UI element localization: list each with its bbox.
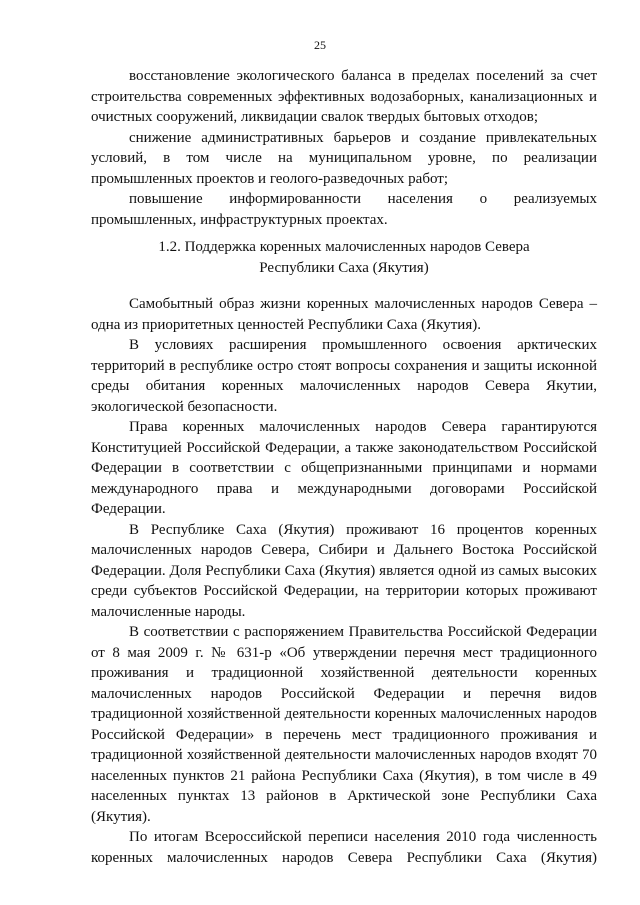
section-body	[91, 294, 597, 868]
paragraph: повышение информированности населения о реализуемых промышленных, инфраструктурных проектах.	[91, 191, 597, 228]
intro-text-block	[91, 66, 597, 230]
paragraph: Самобытный образ жизни коренных малочисленных народов Севера – одна из приоритетных ценностей Республики Саха (Якутия).	[91, 296, 597, 333]
paragraph: В Республике Саха (Якутия) проживают 16 процентов коренных малочисленных народов Севера, Сибири и Дальнего Востока Российской Федерации. Доля Республики Саха (Якутия) является одной из самых высоких среди субъектов Российской Федерации, на территории которых проживают малочисленные народы.	[91, 521, 597, 620]
section-title-line-2: Республики Саха (Якутия)	[259, 259, 429, 276]
section-title-line-1: 1.2. Поддержка коренных малочисленных народов Севера	[158, 239, 530, 255]
paragraph: В условиях расширения промышленного освоения арктических территорий в республике остро стоят вопросы сохранения и защиты исконной среды обитания коренных малочисленных народов Севера Якутии, экологической безопасности.	[91, 337, 597, 415]
section-heading	[91, 237, 597, 278]
page-number: 25	[314, 38, 326, 52]
paragraph: В соответствии с распоряжением Правительства Российской Федерации от 8 мая 2009 г. № 631-р «Об утверждении перечня мест традиционного проживания и традиционной хозяйственной деятельности коренных малочисленных народов Российской Федерации и перечня видов традиционной хозяйственной деятельности коренных малочисленных народов Российской Федерации» в перечень мест традиционного проживания и традиционной хозяйственной деятельности малочисленных народов входят 70 населенных пунктов 21 района Республики Саха (Якутия), в том числе в 49 населенных пунктах 13 районов в Арктической зоне Республики Саха (Якутия).	[91, 624, 597, 825]
paragraph: Права коренных малочисленных народов Севера гарантируются Конституцией Российской Федерации, а также законодательством Российской Федерации в соответствии с общепризнанными принципами и нормами международного права и международными договорами Российской Федерации.	[91, 419, 597, 517]
paragraph: восстановление экологического баланса в пределах поселений за счет строительства современных эффективных водозаборных, канализационных и очистных сооружений, ликвидации свалок твердых бытовых отходов;	[91, 68, 597, 125]
paragraph: По итогам Всероссийской переписи населения 2010 года численность коренных малочисленных народов Севера Республики Саха (Якутия)	[91, 829, 597, 866]
paragraph: снижение административных барьеров и создание привлекательных условий, в том числе на муниципальном уровне, по реализации промышленных проектов и геолого-разведочных работ;	[91, 129, 597, 187]
